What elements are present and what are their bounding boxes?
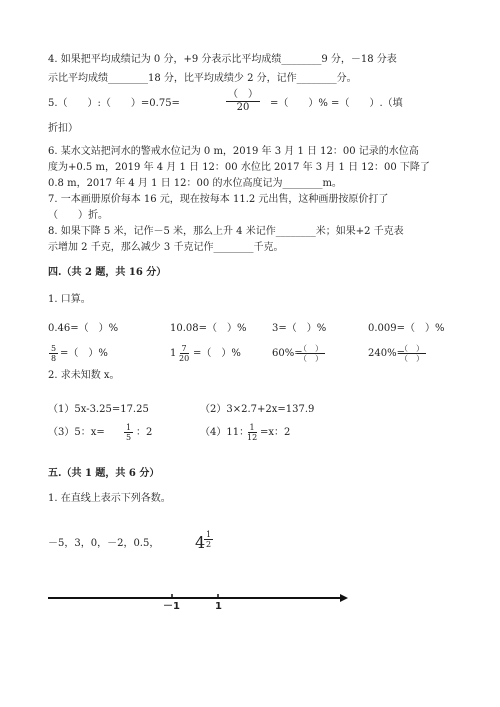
- oral-calc-r2c1-text: =（ ）%: [60, 348, 108, 359]
- r2c3-denominator: （ ）: [299, 354, 323, 363]
- q5-fraction-numerator: （ ）: [228, 89, 258, 100]
- r2c4-numerator: （ ）: [400, 344, 424, 353]
- number-line-label-neg1: －1: [163, 601, 180, 612]
- r2c2-whole: 1: [170, 348, 177, 359]
- equation-3-suffix: ：2: [136, 427, 153, 438]
- section4-q2-title: 2. 求未知数 x。: [48, 370, 120, 381]
- oral-calc-r1c3: 3=（ ）%: [272, 323, 327, 334]
- number-line-label-pos1: 1: [215, 601, 222, 612]
- q4-line2: 示比平均成绩________18 分，比平均成绩少 2 分，记作________分。: [48, 73, 357, 84]
- q5-part2: =（ ）% =（ ）.（填: [270, 98, 403, 109]
- mixed-number-whole: 4: [195, 533, 206, 552]
- oral-calc-r1c2: 10.08=（ ）%: [170, 323, 247, 334]
- q6-line3: 0.8 m，2017 年 4 月 1 日 12：00 的水位高度记为________m。: [48, 178, 342, 189]
- r2c2-numerator: 7: [181, 344, 187, 353]
- q5-line2: 折扣）: [48, 123, 78, 134]
- oral-calc-r1c4: 0.009=（ ）%: [368, 323, 445, 334]
- section4-q1-title: 1. 口算。: [48, 294, 91, 305]
- numbers-list: －5，3，0，－2，0.5，: [48, 538, 160, 549]
- mixed-denominator: 2: [206, 540, 212, 549]
- eq4-denominator: 12: [247, 433, 258, 442]
- eq3-denominator: 5: [126, 433, 132, 442]
- equation-3-prefix: （3）5：x=: [48, 427, 105, 438]
- mixed-numerator: 1: [206, 530, 212, 539]
- section5-header: 五.（共 1 题，共 6 分）: [48, 468, 160, 479]
- oral-calc-r1c1: 0.46=（ ）%: [48, 323, 119, 334]
- r2c1-denominator: 8: [51, 354, 57, 363]
- eq4-numerator: 1: [249, 423, 255, 432]
- equation-1: （1）5x-3.25=17.25: [48, 404, 149, 415]
- equation-4-suffix: =x：2: [260, 427, 291, 438]
- q6-line2: 度为+0.5 m，2019 年 4 月 1 日 12：00 水位比 2017 年 3 月 1 日 12：00 下降了: [48, 162, 430, 173]
- r2c1-numerator: 5: [51, 344, 57, 353]
- q5-fraction-denominator: 20: [236, 102, 250, 113]
- q8-line1: 8. 如果下降 5 米，记作－5 米，那么上升 4 米记作________米；如果+2 千克表: [48, 226, 404, 237]
- q7-line2: （ ）折。: [48, 210, 108, 221]
- r2c2-denominator: 20: [179, 354, 190, 363]
- q6-line1: 6. 某水文站把河水的警戒水位记为 0 m，2019 年 3 月 1 日 12：00 记录的水位高: [48, 146, 419, 157]
- q7-line1: 7. 一本画册原价每本 16 元，现在按每本 11.2 元出售，这种画册按原价打了: [48, 194, 389, 205]
- oral-calc-r2c3-text: 60%=: [272, 348, 303, 359]
- r2c4-denominator: （ ）: [400, 354, 424, 363]
- eq3-numerator: 1: [126, 423, 132, 432]
- q5-part1: 5.（ ）:（ ）=0.75=: [48, 98, 180, 109]
- q4-line1: 4. 如果把平均成绩记为 0 分，+9 分表示比平均成绩________9 分，－18 分表: [48, 54, 397, 65]
- oral-calc-r2c2-text: =（ ）%: [193, 348, 241, 359]
- section5-q1-title: 1. 在直线上表示下列各数。: [48, 493, 171, 504]
- q8-line2: 示增加 2 千克，那么减少 3 千克记作________千克。: [48, 242, 284, 253]
- section4-header: 四.（共 2 题，共 16 分）: [48, 267, 167, 278]
- equation-4-prefix: （4）11：: [200, 427, 250, 438]
- oral-calc-r2c4-text: 240%=: [368, 348, 405, 359]
- equation-2: （2）3×2.7+2x=137.9: [200, 404, 315, 415]
- r2c3-numerator: （ ）: [299, 344, 323, 353]
- number-line-arrow: [340, 594, 348, 602]
